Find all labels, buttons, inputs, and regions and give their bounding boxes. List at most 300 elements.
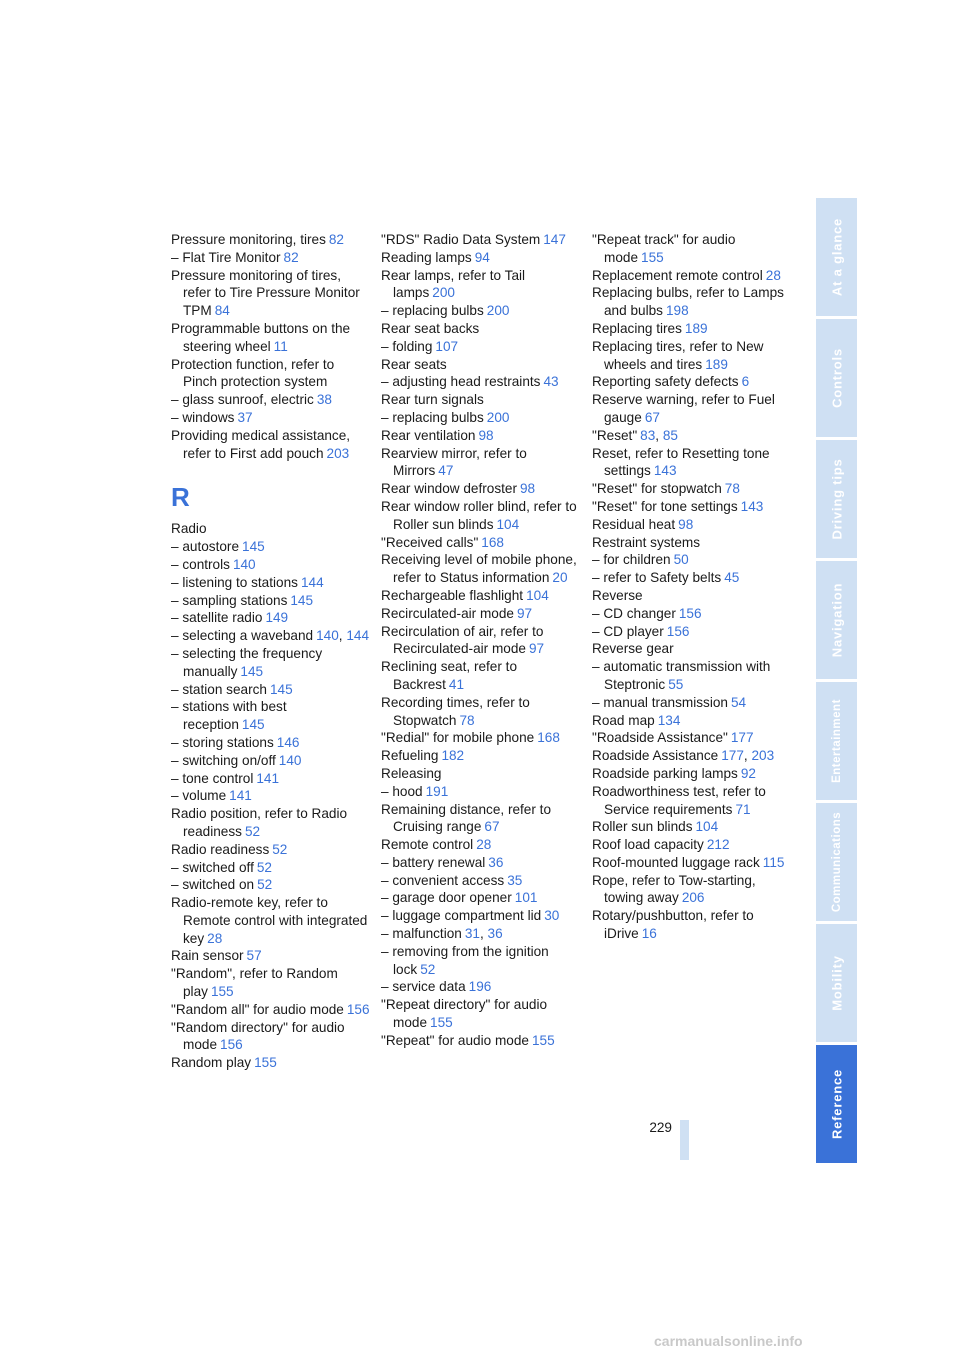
page-reference-link[interactable]: 98 bbox=[478, 427, 494, 443]
index-entry bbox=[381, 551, 581, 587]
tab-label: Driving tips bbox=[829, 458, 844, 540]
index-entry-text: Replacement remote control bbox=[592, 267, 763, 283]
index-entry bbox=[171, 538, 371, 556]
page-reference-link[interactable]: 155 bbox=[531, 1032, 555, 1048]
page-reference-link[interactable]: 107 bbox=[435, 338, 459, 354]
index-entry-text: Recording times, refer to Stopwatch bbox=[381, 694, 530, 728]
index-entry-text: Releasing bbox=[381, 765, 442, 781]
index-entry-text: Roof-mounted luggage rack bbox=[592, 854, 760, 870]
index-entry bbox=[171, 734, 371, 752]
page-reference-link[interactable]: 189 bbox=[705, 356, 728, 372]
index-entry bbox=[171, 770, 371, 788]
index-entry-text: Reading lamps bbox=[381, 249, 472, 265]
page-reference-link[interactable]: 147 bbox=[543, 232, 566, 247]
index-entry-text: Remaining distance, refer to Cruising range bbox=[381, 801, 552, 835]
index-entry bbox=[171, 592, 371, 610]
index-entry-text: Reverse bbox=[592, 587, 643, 603]
page-reference-link[interactable]: 52 bbox=[256, 859, 272, 875]
index-entry bbox=[381, 587, 581, 605]
index-entry bbox=[381, 872, 581, 890]
index-entry-text: Replacing tires, refer to New wheels and tires bbox=[592, 338, 764, 372]
index-entry bbox=[592, 516, 792, 534]
page-reference-link[interactable]: 35 bbox=[507, 872, 523, 888]
index-entry bbox=[171, 1019, 371, 1055]
index-entry-text: "Random directory" for audio mode bbox=[171, 1019, 345, 1053]
page-reference-link[interactable]: 140 bbox=[232, 556, 256, 572]
index-entry-text: Rear seats bbox=[381, 356, 447, 372]
index-entry bbox=[381, 534, 581, 552]
index-entry-text: Reporting safety defects bbox=[592, 374, 739, 390]
index-entry: – selecting a waveband 140, 144 bbox=[171, 628, 370, 644]
index-entry-text: – for children bbox=[592, 552, 671, 568]
tab-entertainment[interactable] bbox=[816, 682, 857, 800]
index-entry bbox=[171, 320, 371, 356]
page-reference-link[interactable]: 6 bbox=[741, 374, 750, 390]
tab-reference[interactable] bbox=[816, 1045, 857, 1163]
index-entry-text: "Reset" for tone settings bbox=[592, 498, 738, 514]
page-reference-link[interactable]: 104 bbox=[526, 587, 549, 603]
index-entry-text: Replacing bulbs, refer to Lamps and bulbs bbox=[592, 285, 784, 319]
tab-label: Entertainment bbox=[830, 699, 843, 783]
page-reference-link[interactable]: 145 bbox=[240, 663, 264, 679]
index-entry bbox=[592, 534, 792, 552]
index-entry bbox=[381, 658, 581, 694]
index-entry-text: Remote control bbox=[381, 837, 474, 853]
index-entry bbox=[381, 783, 581, 801]
index-entry bbox=[592, 658, 792, 694]
index-column-1 bbox=[171, 231, 371, 1072]
index-entry-text: – CD changer bbox=[592, 605, 676, 621]
index-entry bbox=[592, 320, 792, 338]
index-entry bbox=[592, 729, 792, 747]
page-reference-link[interactable]: 50 bbox=[673, 552, 689, 568]
page-reference-link[interactable]: 156 bbox=[678, 605, 702, 621]
page-reference-link[interactable]: 54 bbox=[731, 694, 747, 710]
index-entry-text: Rearview mirror, refer to Mirrors bbox=[381, 445, 527, 479]
page-reference-link[interactable]: 43 bbox=[543, 374, 559, 390]
index-entry bbox=[592, 623, 792, 641]
index-entry bbox=[381, 765, 581, 783]
index-entry bbox=[171, 409, 371, 427]
index-entry-text: Roadworthiness test, refer to Service requirements bbox=[592, 783, 766, 817]
page-reference-link[interactable]: 145 bbox=[269, 681, 293, 697]
index-entry-text: Refueling bbox=[381, 748, 439, 764]
index-entry bbox=[171, 267, 371, 320]
index-entry bbox=[592, 373, 792, 391]
page-reference-link[interactable]: 168 bbox=[481, 534, 504, 550]
page-reference-link[interactable]: 11 bbox=[273, 338, 288, 354]
page-reference-link[interactable]: 145 bbox=[290, 592, 314, 608]
tab-navigation[interactable] bbox=[816, 561, 857, 679]
index-entry-text: – windows bbox=[171, 409, 235, 425]
tab-label: At a glance bbox=[829, 217, 844, 297]
index-entry bbox=[381, 943, 581, 979]
tab-label: Communications bbox=[830, 811, 843, 913]
index-entry bbox=[381, 480, 581, 498]
index-entry-text: "Random", refer to Random play bbox=[171, 966, 338, 1000]
index-entry-text: "Random all" for audio mode bbox=[171, 1001, 344, 1017]
index-entry-text: Residual heat bbox=[592, 516, 676, 532]
index-entry bbox=[592, 872, 792, 908]
page-reference-link[interactable]: 36 bbox=[488, 854, 504, 870]
index-entry bbox=[171, 787, 371, 805]
index-entry-text: Reclining seat, refer to Backrest bbox=[381, 659, 518, 692]
index-entry-text: "Repeat" for audio mode bbox=[381, 1032, 529, 1048]
index-entry bbox=[381, 605, 581, 623]
index-entry-text: Radio position, refer to Radio readiness bbox=[171, 806, 348, 839]
page-reference-link[interactable]: 146 bbox=[276, 734, 300, 750]
section-tabs bbox=[816, 198, 857, 1166]
index-entry bbox=[171, 391, 371, 409]
index-entry bbox=[381, 445, 581, 481]
page-reference-link[interactable]: 71 bbox=[735, 801, 751, 817]
index-entry bbox=[171, 231, 371, 249]
index-entry-text: – switched off bbox=[171, 859, 254, 875]
index-entry-text: – station search bbox=[171, 681, 267, 697]
index-entry-text: – convenient access bbox=[381, 872, 505, 888]
page-reference-link[interactable]: 97 bbox=[516, 605, 533, 621]
index-entry bbox=[592, 765, 792, 783]
page-reference-link[interactable]: 140 bbox=[316, 628, 339, 644]
index-entry-text: – refer to Safety belts bbox=[592, 570, 722, 586]
index-entry bbox=[381, 1032, 581, 1050]
index-entry bbox=[171, 645, 371, 681]
index-entry bbox=[171, 609, 371, 627]
page-reference-link[interactable]: 134 bbox=[657, 712, 681, 728]
index-entry-text: Rear window defroster bbox=[381, 481, 517, 497]
index-entry bbox=[171, 356, 371, 392]
page-reference-link[interactable]: 200 bbox=[486, 303, 510, 319]
index-entry-text: Rain sensor bbox=[171, 948, 244, 964]
page-reference-link[interactable]: 177 bbox=[721, 748, 744, 764]
index-entry bbox=[592, 231, 792, 267]
page-reference-link[interactable]: 82 bbox=[283, 249, 299, 265]
index-entry bbox=[592, 284, 792, 320]
index-entry: Roadside Assistance 177, 203 bbox=[592, 748, 775, 764]
page-reference-link[interactable]: 98 bbox=[520, 481, 536, 497]
page-reference-link[interactable]: 28 bbox=[207, 930, 223, 946]
page-reference-link[interactable]: 31 bbox=[464, 926, 480, 942]
index-entry-text: Pressure monitoring, tires bbox=[171, 232, 326, 247]
page-reference-link[interactable]: 156 bbox=[346, 1001, 370, 1017]
index-entry-text: – replacing bulbs bbox=[381, 409, 484, 425]
index-entry-text: – listening to stations bbox=[171, 574, 298, 590]
page-reference-link[interactable]: 45 bbox=[724, 570, 740, 586]
index-entry-text: – switching on/off bbox=[171, 752, 276, 768]
index-entry bbox=[592, 854, 792, 872]
index-column-2 bbox=[381, 231, 581, 1050]
index-entry-text: Restraint systems bbox=[592, 534, 701, 550]
index-entry bbox=[381, 427, 581, 445]
index-entry bbox=[381, 889, 581, 907]
page-reference-link[interactable]: 101 bbox=[514, 890, 538, 906]
index-entry-text: Roadside parking lamps bbox=[592, 765, 738, 781]
page-reference-link[interactable]: 143 bbox=[653, 463, 677, 479]
tab-label: Mobility bbox=[829, 955, 844, 1011]
page-reference-link[interactable]: 200 bbox=[432, 285, 455, 301]
page-reference-link[interactable]: 177 bbox=[730, 730, 754, 746]
index-entry-text: – garage door opener bbox=[381, 890, 512, 906]
index-entry-text: – storing stations bbox=[171, 734, 274, 750]
index-entry-text: – volume bbox=[171, 788, 227, 804]
index-entry-text: – hood bbox=[381, 783, 423, 799]
page-reference-link[interactable]: 156 bbox=[220, 1037, 243, 1053]
index-entry-text: Rotary/pushbutton, refer to iDrive bbox=[592, 908, 754, 942]
index-entry bbox=[381, 409, 581, 427]
index-entry-text: Rechargeable flashlight bbox=[381, 587, 524, 603]
page-reference-link[interactable]: 28 bbox=[765, 267, 781, 283]
index-entry bbox=[171, 1054, 371, 1072]
index-entry bbox=[171, 681, 371, 699]
page-reference-link[interactable]: 85 bbox=[662, 427, 678, 443]
page-reference-link[interactable]: 115 bbox=[762, 854, 785, 870]
index-entry bbox=[171, 520, 371, 538]
page-reference-link[interactable]: 141 bbox=[229, 788, 252, 804]
page-reference-link[interactable]: 52 bbox=[257, 877, 273, 893]
index-entry-text: Rear turn signals bbox=[381, 392, 484, 408]
index-entry-text: Recirculated-air mode bbox=[381, 605, 514, 621]
index-entry-text: Reverse gear bbox=[592, 641, 674, 657]
index-entry bbox=[171, 859, 371, 877]
index-entry-text: Roof load capacity bbox=[592, 837, 704, 853]
index-entry bbox=[381, 391, 581, 409]
index-entry bbox=[171, 947, 371, 965]
index-entry-text: Random play bbox=[171, 1055, 252, 1071]
index-entry-text: – adjusting head restraints bbox=[381, 374, 541, 390]
index-entry-text: "Redial" for mobile phone bbox=[381, 730, 535, 746]
page-reference-link[interactable]: 144 bbox=[346, 628, 370, 644]
page-reference-link[interactable]: 57 bbox=[246, 948, 262, 964]
index-entry-text: – switched on bbox=[171, 877, 255, 893]
page-reference-link[interactable]: 155 bbox=[641, 249, 664, 265]
index-entry-text: Radio bbox=[171, 521, 207, 537]
index-entry-text: – battery renewal bbox=[381, 854, 486, 870]
page-reference-link[interactable]: 83 bbox=[640, 427, 656, 443]
page-reference-link[interactable]: 55 bbox=[668, 676, 684, 692]
index-entry bbox=[381, 694, 581, 730]
page-reference-link[interactable]: 78 bbox=[459, 712, 475, 728]
page-reference-link[interactable]: 189 bbox=[684, 320, 708, 336]
index-entry bbox=[592, 907, 792, 943]
page-reference-link[interactable]: 203 bbox=[326, 445, 350, 461]
tab-communications[interactable] bbox=[816, 803, 857, 921]
index-entry-text: – sampling stations bbox=[171, 592, 288, 608]
page-reference-link[interactable]: 36 bbox=[487, 926, 503, 942]
index-entry bbox=[592, 480, 792, 498]
index-entry-text: – stations with best reception bbox=[171, 699, 287, 733]
index-entry bbox=[171, 698, 371, 734]
index-entry-text: Radio-remote key, refer to Remote control with integrated key bbox=[171, 895, 368, 946]
index-entry-text: – satellite radio bbox=[171, 610, 263, 626]
index-entry bbox=[592, 836, 792, 854]
page-reference-link[interactable]: 98 bbox=[678, 516, 694, 532]
index-entry bbox=[381, 320, 581, 338]
tab-at-a-glance[interactable] bbox=[816, 198, 857, 316]
page-reference-link[interactable]: 30 bbox=[544, 908, 560, 924]
page-number-bar bbox=[680, 1120, 689, 1160]
page-number: 229 bbox=[649, 1120, 672, 1135]
index-entry bbox=[592, 338, 792, 374]
index-entry bbox=[592, 445, 792, 481]
index-entry: "Reset" 83, 85 bbox=[592, 427, 678, 443]
index-entry bbox=[171, 805, 371, 841]
index-entry bbox=[381, 747, 581, 765]
index-entry-text: Road map bbox=[592, 712, 655, 728]
index-entry-text: Pressure monitoring of tires, refer to Tire Pressure Monitor TPM bbox=[171, 267, 360, 319]
page-reference-link[interactable]: 67 bbox=[484, 819, 500, 835]
index-entry-text: Roller sun blinds bbox=[592, 819, 693, 835]
tab-label: Controls bbox=[829, 348, 844, 408]
page-reference-link[interactable]: 168 bbox=[537, 730, 560, 746]
page-reference-link[interactable]: 97 bbox=[528, 641, 545, 657]
section-letter: R bbox=[171, 482, 190, 513]
index-entry-text: "Roadside Assistance" bbox=[592, 730, 728, 746]
index-entry-text: – service data bbox=[381, 979, 466, 995]
index-entry bbox=[381, 623, 581, 659]
tab-controls[interactable] bbox=[816, 319, 857, 437]
index-entry-text: – folding bbox=[381, 338, 433, 354]
index-entry bbox=[381, 801, 581, 837]
index-entry-text: – manual transmission bbox=[592, 694, 728, 710]
page-reference-link[interactable]: 104 bbox=[695, 819, 719, 835]
page-reference-link[interactable]: 52 bbox=[244, 823, 261, 839]
index-entry-text: – tone control bbox=[171, 770, 254, 786]
page-reference-link[interactable]: 149 bbox=[265, 610, 289, 626]
page-reference-link[interactable]: 41 bbox=[448, 676, 465, 692]
index-entry bbox=[592, 640, 792, 658]
index-entry-text: "Repeat track" for audio mode bbox=[592, 232, 736, 265]
page-reference-link[interactable]: 156 bbox=[666, 623, 690, 639]
index-entry-text: Rear lamps, refer to Tail lamps bbox=[381, 267, 526, 301]
index-entry-text: Roadside Assistance bbox=[592, 748, 719, 764]
index-entry-text: Reserve warning, refer to Fuel gauge bbox=[592, 392, 775, 425]
page-reference-link[interactable]: 28 bbox=[476, 837, 492, 853]
tab-driving-tips[interactable] bbox=[816, 440, 857, 558]
index-entry bbox=[171, 894, 371, 947]
page-reference-link[interactable]: 94 bbox=[474, 249, 490, 265]
index-entry-text: Rear window roller blind, refer to Roller sun blinds bbox=[381, 498, 577, 532]
index-entry bbox=[381, 836, 581, 854]
index-entry: – malfunction 31, 36 bbox=[381, 926, 503, 942]
index-entry bbox=[171, 427, 371, 463]
page-reference-link[interactable]: 141 bbox=[256, 770, 280, 786]
index-entry bbox=[381, 302, 581, 320]
index-entry bbox=[592, 783, 792, 819]
index-entry-text: – CD player bbox=[592, 623, 664, 639]
page-reference-link[interactable]: 145 bbox=[242, 539, 265, 555]
page-reference-link[interactable]: 37 bbox=[237, 409, 253, 425]
tab-label: Navigation bbox=[829, 582, 844, 658]
index-entry-text: Rope, refer to Tow-starting, towing away bbox=[592, 872, 756, 906]
index-entry bbox=[171, 556, 371, 574]
index-entry-text: – glass sunroof, electric bbox=[171, 392, 314, 408]
index-entry bbox=[381, 978, 581, 996]
index-entry-text: – replacing bulbs bbox=[381, 303, 484, 319]
page-reference-link[interactable]: 47 bbox=[438, 463, 454, 479]
page-reference-link[interactable]: 38 bbox=[316, 392, 332, 408]
page-reference-link[interactable]: 92 bbox=[740, 765, 756, 781]
index-entry-text: – autostore bbox=[171, 539, 240, 555]
page-reference-link[interactable]: 191 bbox=[425, 783, 449, 799]
index-entry bbox=[381, 231, 581, 249]
tab-mobility[interactable] bbox=[816, 924, 857, 1042]
index-entry bbox=[592, 498, 792, 516]
index-entry-text: Providing medical assistance, refer to First add pouch bbox=[171, 427, 351, 461]
index-entry bbox=[171, 249, 371, 267]
page-reference-link[interactable]: 67 bbox=[644, 409, 660, 425]
page-reference-link[interactable]: 82 bbox=[328, 232, 344, 247]
page-reference-link[interactable]: 206 bbox=[681, 890, 705, 906]
index-entry bbox=[381, 907, 581, 925]
watermark: carmanualsonline.info bbox=[654, 1333, 803, 1349]
page-reference-link[interactable]: 212 bbox=[706, 837, 730, 853]
page-reference-link[interactable]: 52 bbox=[272, 841, 288, 857]
index-entry-text: "Reset" bbox=[592, 427, 638, 443]
index-entry bbox=[592, 391, 792, 427]
index-entry bbox=[592, 569, 792, 587]
index-entry-text: Protection function, refer to Pinch protection system bbox=[171, 356, 335, 390]
index-entry bbox=[381, 854, 581, 872]
index-entry bbox=[381, 498, 581, 534]
page-reference-link[interactable]: 200 bbox=[486, 409, 510, 425]
page-reference-link[interactable]: 144 bbox=[300, 574, 324, 590]
page-reference-link[interactable]: 203 bbox=[751, 748, 775, 764]
page-reference-link[interactable]: 196 bbox=[468, 979, 492, 995]
index-entry bbox=[592, 694, 792, 712]
index-entry-text: Rear ventilation bbox=[381, 427, 476, 443]
index-entry bbox=[381, 356, 581, 374]
page-reference-link[interactable]: 78 bbox=[724, 481, 740, 497]
index-entry bbox=[592, 551, 792, 569]
page-reference-link[interactable]: 155 bbox=[210, 984, 234, 1000]
page-reference-link[interactable]: 104 bbox=[496, 516, 520, 532]
page-reference-link[interactable]: 84 bbox=[214, 303, 230, 319]
index-entry bbox=[171, 574, 371, 592]
page-reference-link[interactable]: 16 bbox=[641, 926, 657, 942]
index-entry bbox=[381, 729, 581, 747]
page-reference-link[interactable]: 145 bbox=[241, 717, 265, 733]
index-entry bbox=[381, 373, 581, 391]
page-reference-link[interactable]: 140 bbox=[278, 752, 302, 768]
page-reference-link[interactable]: 198 bbox=[665, 303, 689, 319]
page-reference-link[interactable]: 155 bbox=[430, 1015, 453, 1031]
index-entry bbox=[592, 587, 792, 605]
page-reference-link[interactable]: 52 bbox=[420, 961, 436, 977]
index-entry-text: "Received calls" bbox=[381, 534, 479, 550]
index-entry bbox=[381, 338, 581, 356]
index-entry-text: "RDS" Radio Data System bbox=[381, 232, 541, 247]
index-column-3 bbox=[592, 231, 792, 943]
index-entry-text: – selecting the frequency manually bbox=[171, 645, 323, 679]
page-reference-link[interactable]: 143 bbox=[740, 498, 764, 514]
index-entry bbox=[171, 965, 371, 1001]
index-entry-text: Receiving level of mobile phone, refer to Status information bbox=[381, 552, 577, 586]
index-entry bbox=[592, 605, 792, 623]
index-entry-text: – malfunction bbox=[381, 926, 462, 942]
index-entry-text: "Reset" for stopwatch bbox=[592, 481, 722, 497]
page-reference-link[interactable]: 20 bbox=[552, 570, 568, 586]
index-entry bbox=[171, 1001, 371, 1019]
index-entry bbox=[171, 841, 371, 859]
index-entry-text: "Repeat directory" for audio mode bbox=[381, 997, 548, 1031]
page-reference-link[interactable]: 155 bbox=[254, 1055, 277, 1071]
index-entry bbox=[381, 267, 581, 303]
index-entry bbox=[171, 876, 371, 894]
index-entry bbox=[381, 249, 581, 267]
page-reference-link[interactable]: 182 bbox=[441, 748, 465, 764]
index-entry-text: – controls bbox=[171, 556, 230, 572]
index-entry bbox=[592, 712, 792, 730]
